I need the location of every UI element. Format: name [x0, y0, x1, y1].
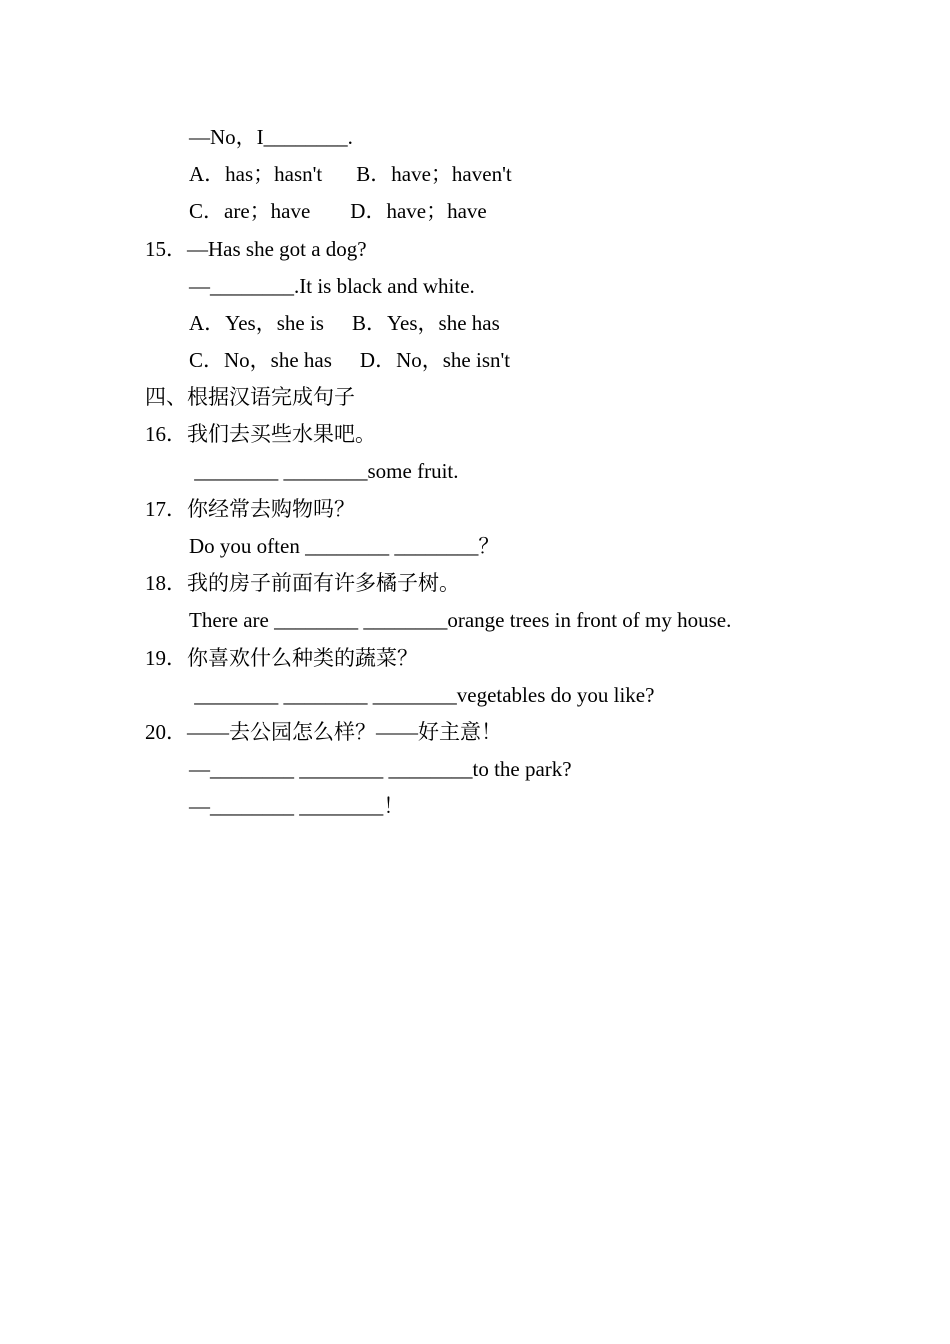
- q15-options-row-1: [189, 310, 500, 336]
- q15-answer-line: —________.It is black and white.: [189, 274, 475, 298]
- q14-options-row-1: [189, 161, 512, 187]
- q20-prompt: ——去公园怎么样？——好主意！: [187, 720, 502, 744]
- q17-prompt: 你经常去购物吗？: [187, 497, 355, 521]
- q15-option-a: A．Yes，she is: [189, 311, 324, 335]
- q19-prompt: 你喜欢什么种类的蔬菜？: [187, 646, 418, 670]
- q14-option-b: B．have；haven't: [356, 162, 512, 186]
- q16-number: 16．: [145, 422, 187, 446]
- q17-answer-line: Do you often ________ ________？: [189, 534, 500, 558]
- q16-prompt-line: [145, 421, 376, 447]
- q19-answer-line: ________ ________ ________vegetables do you like?: [189, 683, 655, 707]
- q19-number: 19．: [145, 646, 187, 670]
- q14-option-a: A．has；hasn't: [189, 162, 323, 186]
- q15-question-line: [145, 236, 367, 262]
- q18-prompt: 我的房子前面有许多橘子树。: [187, 571, 460, 595]
- q15-question: —Has she got a dog?: [187, 237, 367, 261]
- q18-prompt-line: [145, 570, 460, 596]
- section-4-heading: 四、根据汉语完成句子: [145, 385, 355, 409]
- q20-answer-line-1: —________ ________ ________to the park?: [189, 757, 572, 781]
- q15-number: 15．: [145, 237, 187, 261]
- q18-number: 18．: [145, 571, 187, 595]
- q17-number: 17．: [145, 497, 187, 521]
- q14-option-c: C．are；have: [189, 199, 311, 223]
- q15-option-d: D．No，she isn't: [359, 348, 511, 372]
- q14-option-d: D．have；have: [350, 199, 487, 223]
- q16-prompt: 我们去买些水果吧。: [187, 422, 376, 446]
- q19-prompt-line: [145, 645, 418, 671]
- q18-answer-line: There are ________ ________orange trees in front of my house.: [189, 608, 732, 632]
- q14-answer-line: —No，I________.: [189, 125, 353, 149]
- q15-option-b: B．Yes，she has: [351, 311, 500, 335]
- q17-prompt-line: [145, 496, 355, 522]
- q15-option-c: C．No，she has: [189, 348, 332, 372]
- q14-options-row-2: [189, 198, 487, 224]
- q15-options-row-2: [189, 347, 510, 373]
- q20-answer-line-2: —________ ________！: [189, 794, 405, 818]
- q20-number: 20．: [145, 720, 187, 744]
- q20-prompt-line: [145, 719, 502, 745]
- q16-answer-line: ________ ________some fruit.: [189, 459, 459, 483]
